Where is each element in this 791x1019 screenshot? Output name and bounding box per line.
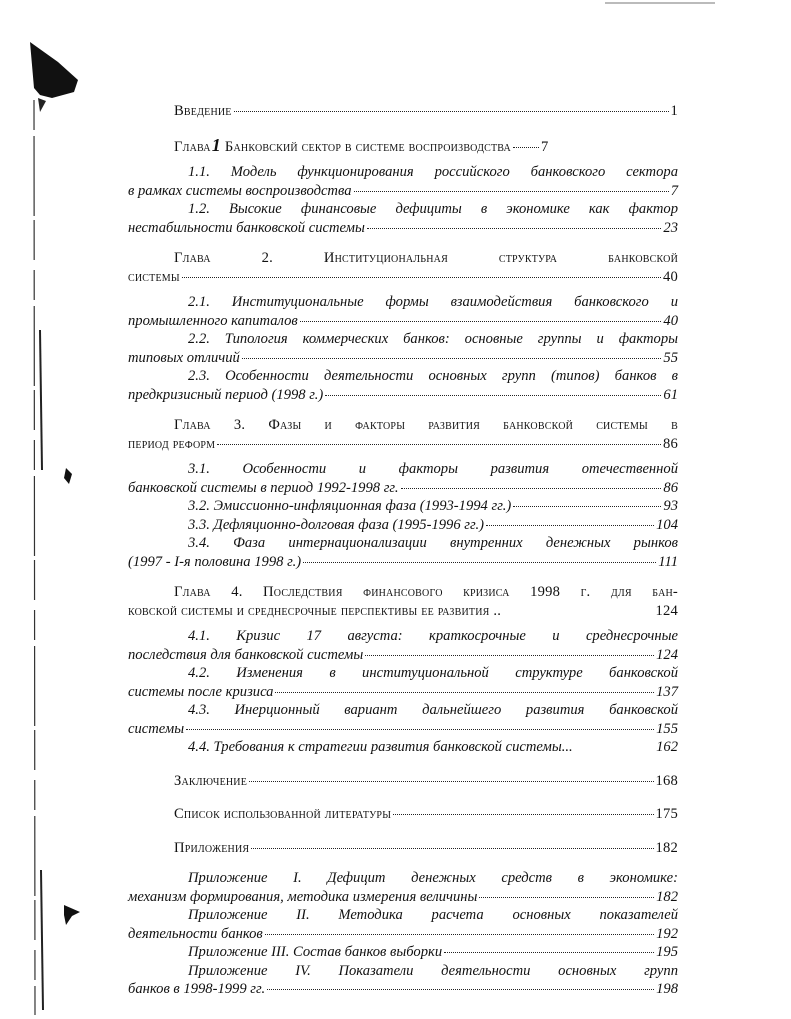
entry-page: 137 <box>656 683 678 700</box>
toc-section-4-1 <box>128 627 678 664</box>
toc-appendix-1 <box>128 869 678 906</box>
toc-entry-literature <box>128 805 678 824</box>
section-line: 4.2. Изменения в институциональной структуре банковской <box>188 665 678 681</box>
table-of-contents <box>128 102 678 999</box>
section-line: системы после кризиса <box>128 683 274 700</box>
toc-appendix-4 <box>128 962 678 999</box>
left-edge-line-3 <box>41 870 43 1010</box>
section-line: 4.4. Требования к стратегии развития банковской системы... <box>188 739 573 755</box>
section-line: 4.1. Кризис 17 августа: краткосрочные и среднесрочные <box>188 628 678 644</box>
appendix-line: Приложение III. Состав банков выборки <box>188 944 443 960</box>
toc-section-4-4 <box>128 738 678 757</box>
section-line: последствия для банковской системы <box>128 646 364 663</box>
entry-page: 124 <box>655 602 678 619</box>
appendix-line: Приложение IV. Показатели деятельности основных групп <box>188 962 678 979</box>
toc-appendix-2 <box>128 906 678 943</box>
appendix-line: Приложение I. Дефицит денежных средств в экономике: <box>188 870 678 886</box>
chapter-line: ковской системы и среднесрочные перспективы ее развития .. <box>128 602 502 619</box>
chapter-line: Глава 4. Последствия финансового кризиса 1998 г. для бан- <box>174 584 678 600</box>
entry-title: Заключение <box>174 772 248 789</box>
entry-page: 195 <box>656 944 678 960</box>
toc-section-1-2 <box>128 200 678 237</box>
toc-section-2-2 <box>128 330 678 367</box>
entry-page: 168 <box>655 772 678 789</box>
section-line: 3.2. Эмиссионно-инфляционная фаза (1993-1994 гг.) <box>188 498 512 514</box>
appendix-line: деятельности банков <box>128 925 263 942</box>
toc-section-3-1 <box>128 460 678 497</box>
left-edge-arrow <box>64 905 80 925</box>
left-edge-line-2 <box>40 330 42 470</box>
toc-chapter-4 <box>128 583 678 620</box>
entry-page: 93 <box>663 498 678 514</box>
chapter-line: период реформ <box>128 435 216 452</box>
entry-page: 61 <box>663 386 678 403</box>
entry-page: 40 <box>663 312 678 329</box>
section-line: 1.2. Высокие финансовые дефициты в экономике как фактор <box>188 201 678 217</box>
toc-section-1-1 <box>128 163 678 200</box>
entry-page: 192 <box>656 925 678 942</box>
toc-entry-intro <box>128 102 678 121</box>
chapter-number-handwritten: 1 <box>211 134 221 155</box>
entry-page: 155 <box>656 720 678 737</box>
entry-page: 162 <box>656 739 678 755</box>
entry-page: 175 <box>655 806 678 822</box>
entry-title: Приложения <box>174 839 250 856</box>
chapter-title: Банковский сектор в системе воспроизводства <box>224 138 511 155</box>
chapter-line: Глава 3. Фазы и факторы развития банковской системы в <box>174 417 678 433</box>
entry-page: 104 <box>656 516 678 533</box>
entry-page: 124 <box>656 646 678 663</box>
entry-page: 182 <box>655 839 678 856</box>
section-line: 3.3. Дефляционно-долговая фаза (1995-1996 гг.) <box>188 516 484 533</box>
section-line: 2.1. Институциональные формы взаимодействия банковского и <box>188 294 678 310</box>
chapter-line: системы <box>128 268 180 285</box>
section-line: 2.3. Особенности деятельности основных групп (типов) банков в <box>188 368 678 384</box>
entry-page: 7 <box>540 138 549 155</box>
toc-section-4-2 <box>128 664 678 701</box>
section-line: нестабильности банковской системы <box>128 219 365 236</box>
page-corner-shadow <box>30 42 78 98</box>
entry-title: Список использованной литературы <box>174 806 392 822</box>
appendix-line: механизм формирования, методика измерения величины <box>128 888 478 905</box>
section-line: 4.3. Инерционный вариант дальнейшего развития банковской <box>188 702 678 718</box>
entry-page: 198 <box>656 981 678 997</box>
entry-page: 55 <box>663 349 678 366</box>
entry-page: 86 <box>663 479 678 496</box>
entry-page: 1 <box>670 103 678 119</box>
entry-page: 7 <box>670 182 678 199</box>
left-edge-mark <box>38 98 46 112</box>
section-line: 2.2. Типология коммерческих банков: основные группы и факторы <box>188 331 678 347</box>
toc-section-2-3 <box>128 367 678 404</box>
entry-page: 182 <box>656 888 678 905</box>
entry-page: 86 <box>663 435 678 452</box>
section-line: промышленного капиталов <box>128 312 298 329</box>
toc-entry-appendices <box>128 839 678 858</box>
chapter-line: Глава 2. Институциональная структура банковской <box>174 250 678 266</box>
entry-page: 23 <box>663 219 678 236</box>
section-line: 1.1. Модель функционирования российского банковского сектора <box>188 164 678 180</box>
toc-section-3-2 <box>128 497 678 516</box>
section-line: типовых отличий <box>128 349 240 366</box>
section-line: предкризисный период (1998 г.) <box>128 386 324 403</box>
toc-chapter-3 <box>128 416 678 453</box>
toc-chapter-1 <box>128 136 678 157</box>
toc-section-4-3 <box>128 701 678 738</box>
toc-appendix-3 <box>128 943 678 962</box>
left-edge-line <box>34 100 35 1015</box>
toc-section-3-3 <box>128 516 678 535</box>
section-line: 3.1. Особенности и факторы развития отечественной <box>188 461 678 477</box>
appendix-line: банков в 1998-1999 гг. <box>128 981 266 997</box>
toc-section-2-1 <box>128 293 678 330</box>
entry-title: Введение <box>174 103 232 119</box>
section-line: системы <box>128 720 185 737</box>
toc-entry-conclusion <box>128 772 678 791</box>
section-line: (1997 - I-я половина 1998 г.) <box>128 553 302 570</box>
section-line: банковской системы в период 1992-1998 гг. <box>128 479 399 496</box>
toc-chapter-2 <box>128 249 678 286</box>
appendix-line: Приложение II. Методика расчета основных показателей <box>188 907 678 923</box>
section-line: в рамках системы воспроизводства <box>128 182 352 199</box>
section-line: 3.4. Фаза интернационализации внутренних денежных рынков <box>188 535 678 551</box>
toc-section-3-4 <box>128 534 678 571</box>
entry-page: 40 <box>663 268 678 285</box>
left-edge-blot <box>64 468 72 484</box>
entry-page: 111 <box>658 553 678 570</box>
chapter-head: Глава <box>174 138 211 155</box>
